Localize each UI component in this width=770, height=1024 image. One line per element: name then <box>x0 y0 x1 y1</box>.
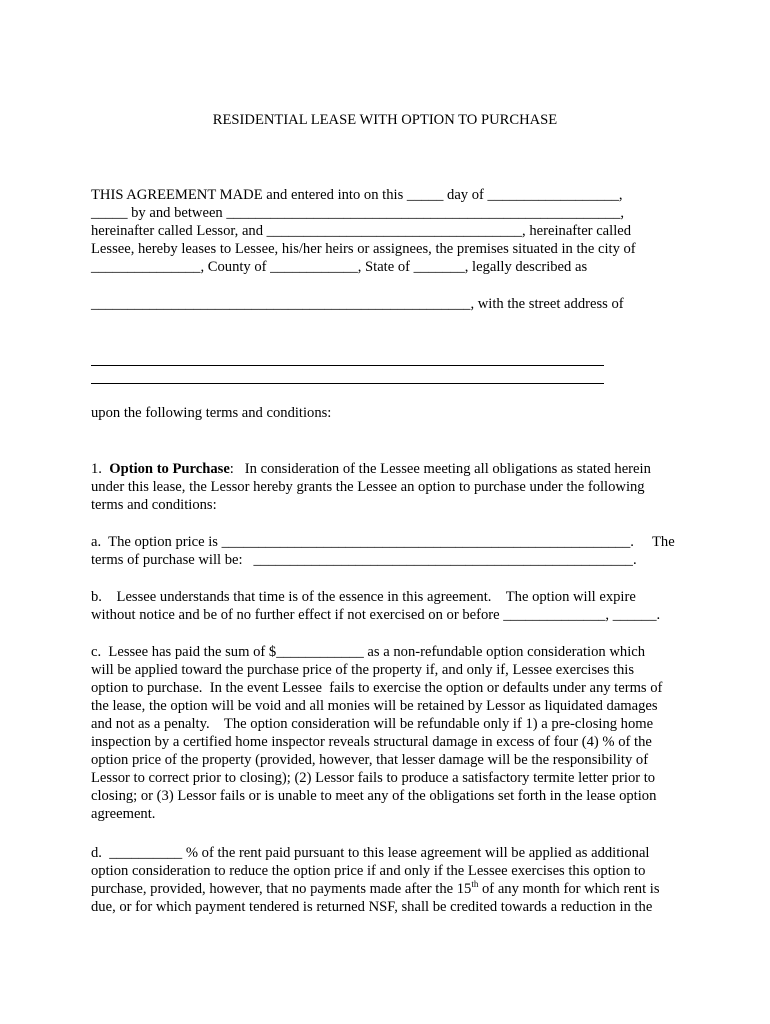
clause-d-line: due, or for which payment tendered is returned NSF, shall be credited towards a reduction in the <box>91 899 653 915</box>
clause-a-the: The <box>652 534 675 550</box>
clause-d-line <box>91 880 660 898</box>
legal-description-line: ____________________________________________________, with the street address of <box>91 296 624 312</box>
intro-line: hereinafter called Lessor, and ___________________________________, hereinafter called <box>91 223 632 239</box>
clause-b-line: without notice and be of no further effect if not exercised on or before ______________, ______. <box>91 607 661 623</box>
intro-line: Lessee, hereby leases to Lessee, his/her heirs or assignees, the premises situated in the city of <box>91 241 636 257</box>
clause-d-line: d. __________ % of the rent paid pursuant to this lease agreement will be applied as additional <box>91 845 650 861</box>
section-1-number: 1. <box>91 461 102 477</box>
clause-c-line: inspection by a certified home inspector reveals structural damage in excess of four (4) % of the <box>91 734 652 750</box>
section-1-heading-line <box>91 460 651 478</box>
section-1-line: under this lease, the Lessor hereby grants the Lessee an option to purchase under the following <box>91 479 645 495</box>
clause-a-line: terms of purchase will be: ____________________________________________________. <box>91 552 637 568</box>
clause-d-text: of any month for which rent is <box>478 881 660 897</box>
document-title: RESIDENTIAL LEASE WITH OPTION TO PURCHASE <box>212 112 558 128</box>
clause-c-line: and not as a penalty. The option consideration will be refundable only if 1) a pre-closing home <box>91 716 654 732</box>
street-address-blank-2 <box>91 383 604 384</box>
terms-intro: upon the following terms and conditions: <box>91 405 332 421</box>
section-1-heading: Option to Purchase <box>109 461 230 477</box>
clause-c-line: option price of the property (provided, however, that lesser damage will be the responsibility of <box>91 752 649 768</box>
intro-line: _______________, County of ____________, State of _______, legally described as <box>91 259 588 275</box>
intro-line: _____ by and between ______________________________________________________, <box>91 205 625 221</box>
intro-line: THIS AGREEMENT MADE and entered into on this _____ day of __________________, <box>91 187 623 203</box>
street-address-blank-1 <box>91 365 604 366</box>
clause-b-line: b. Lessee understands that time is of the essence in this agreement. The option will expire <box>91 589 636 605</box>
clause-c-line: the lease, the option will be void and all monies will be retained by Lessor as liquidated damages <box>91 698 658 714</box>
clause-c-line: will be applied toward the purchase price of the property if, and only if, Lessee exercises this <box>91 662 635 678</box>
clause-c-line: Lessor to correct prior to closing); (2) Lessor fails to produce a satisfactory termite letter prior to <box>91 770 656 786</box>
section-1-text: : In consideration of the Lessee meeting all obligations as stated herein <box>229 461 651 477</box>
clause-c-line: closing; or (3) Lessor fails or is unable to meet any of the obligations set forth in the lease option <box>91 788 657 804</box>
clause-d-line: option consideration to reduce the option price if and only if the Lessee exercises this option to <box>91 863 646 879</box>
superscript-th: th <box>471 879 479 890</box>
clause-c-line: agreement. <box>91 806 156 822</box>
clause-d-text: purchase, provided, however, that no payments made after the 15 <box>91 881 472 897</box>
clause-c-line: c. Lessee has paid the sum of $____________ as a non-refundable option consideration which <box>91 644 646 660</box>
clause-a-line: a. The option price is ________________________________________________________. <box>91 534 634 550</box>
clause-c-line: option to purchase. In the event Lessee fails to exercise the option or defaults under any terms of <box>91 680 663 696</box>
section-1-line: terms and conditions: <box>91 497 217 513</box>
